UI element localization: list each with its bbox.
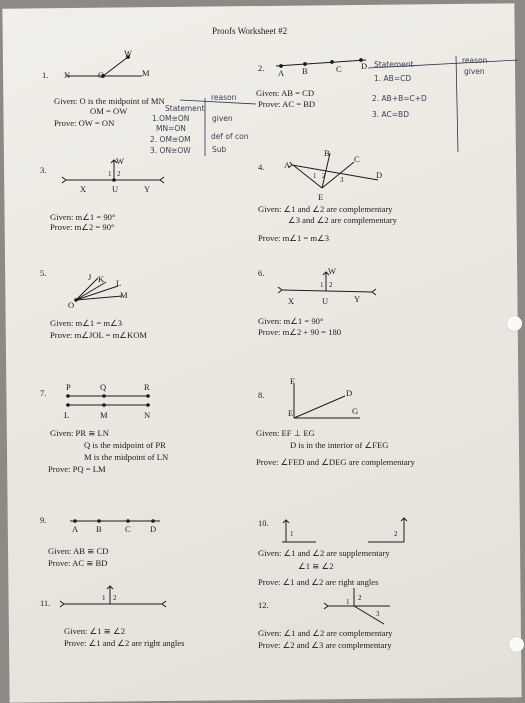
angle-label: 2 [322, 172, 326, 180]
given-text: Given: AB ≅ CD [48, 546, 109, 556]
given-text: Given: m∠1 = m∠3 [50, 318, 123, 328]
page-title: Proofs Worksheet #2 [212, 26, 288, 36]
hw-reason-header: reason [211, 93, 237, 102]
given-text: Given: ∠1 and ∠2 are complementary [258, 204, 393, 214]
prove-text: Prove: m∠JOL = m∠KOM [50, 330, 148, 340]
point-label: D [361, 61, 368, 71]
problem-number: 11. [40, 598, 51, 608]
hw-statement: 2. AB+B=C+D [372, 94, 427, 103]
prove-text: Prove: ∠FED and ∠DEG are complementary [256, 457, 415, 467]
point-label: D [376, 170, 383, 180]
point-label: B [302, 66, 308, 76]
point-label: W [116, 156, 125, 166]
prove-text: Prove: m∠2 + 90 = 180 [258, 327, 342, 337]
hw-statement: 1.OM≅ON [152, 114, 190, 123]
problem-number: 10. [258, 518, 269, 528]
given-text: Given: PR ≅ LN [50, 428, 110, 438]
prove-text: Prove: m∠2 = 90° [50, 222, 115, 232]
angle-label: 1 [346, 598, 350, 606]
point-label: A [284, 160, 291, 170]
point-label: O [68, 300, 75, 310]
hw-reason: given [464, 67, 485, 76]
angle-label: 2 [358, 594, 362, 602]
angle-label: 1 [320, 281, 324, 289]
problem-number: 12. [258, 600, 269, 610]
angle-label: 1 [102, 594, 106, 602]
angle-label: 1 [108, 170, 112, 178]
problem-number: 3. [40, 165, 47, 175]
point-label: P [66, 382, 71, 392]
angle-label: 2 [329, 281, 333, 289]
point-label: U [112, 184, 119, 194]
given-text: Given: EF ⊥ EG [256, 428, 315, 438]
point-label: B [324, 148, 330, 158]
point-label: G [352, 406, 359, 416]
hw-reason: given [212, 114, 233, 123]
problem-number: 7. [40, 388, 47, 398]
point-label: C [336, 64, 342, 74]
prove-text: Prove: ∠1 and ∠2 are right angles [64, 638, 185, 648]
problem-number: 1. [42, 70, 49, 80]
point-label: W [328, 266, 337, 276]
point-label: X [288, 296, 295, 306]
given-text: Given: ∠1 ≅ ∠2 [64, 626, 126, 636]
hw-statement: 3. AC=BD [372, 110, 409, 119]
point-label: Q [100, 382, 107, 392]
point-label: L [116, 278, 122, 288]
point-label: M [142, 68, 150, 78]
point-label: B [96, 524, 102, 534]
prove-text: Prove: ∠2 and ∠3 are complementary [258, 640, 392, 650]
prove-text: Prove: m∠1 = m∠3 [258, 233, 330, 243]
point-label: D [150, 524, 157, 534]
prove-text: Prove: AC ≅ BD [48, 558, 108, 568]
given-text: ∠3 and ∠2 are complementary [288, 215, 397, 225]
given-text: Given: ∠1 and ∠2 are complementary [258, 628, 393, 638]
point-label: M [100, 410, 108, 420]
point-label: O [98, 70, 105, 80]
angle-label: 2 [394, 530, 398, 538]
given-text: M is the midpoint of LN [84, 452, 169, 462]
hw-statement: 1. AB=CD [374, 74, 412, 83]
prove-text: Prove: AC = BD [258, 99, 316, 109]
given-text: OM = OW [90, 106, 128, 116]
point-label: C [354, 154, 360, 164]
hw-statement-header: Statement [165, 104, 205, 113]
point-label: Y [144, 184, 151, 194]
prove-text: Prove: PQ = LM [48, 464, 106, 474]
angle-label: 3 [376, 610, 380, 618]
point-label: E [318, 192, 324, 202]
angle-label: 1 [313, 172, 317, 180]
point-label: L [64, 410, 70, 420]
hw-statement: MN=ON [156, 124, 186, 133]
given-text: D is in the interior of ∠FEG [290, 440, 389, 450]
point-label: A [72, 524, 79, 534]
point-label: M [120, 290, 128, 300]
angle-label: 2 [113, 594, 117, 602]
problem-number: 6. [258, 268, 265, 278]
problem-number: 8. [258, 390, 265, 400]
problem-number: 2. [258, 63, 265, 73]
point-label: K [98, 274, 105, 284]
angle-label: 1 [290, 530, 294, 538]
hw-reason: Sub [212, 145, 227, 154]
point-label: Y [354, 294, 361, 304]
point-label: E [288, 408, 294, 418]
hw-statement: 2. OM≅OM [150, 135, 191, 144]
point-label: D [346, 388, 353, 398]
point-label: R [144, 382, 150, 392]
prove-text: Prove: OW = ON [54, 118, 115, 128]
given-text: Q is the midpoint of PR [84, 440, 166, 450]
point-label: N [144, 410, 151, 420]
given-text: Given: AB = CD [256, 88, 315, 98]
given-text: Given: m∠1 = 90° [50, 212, 116, 222]
problem-number: 9. [40, 515, 47, 525]
problem-number: 5. [40, 268, 47, 278]
given-text: Given: ∠1 and ∠2 are supplementary [258, 548, 390, 558]
point-label: N [64, 70, 71, 80]
hw-statement-header: Statement [374, 60, 414, 69]
point-label: C [125, 524, 131, 534]
hw-reason-header: reason [462, 56, 488, 65]
given-text: ∠1 ≅ ∠2 [298, 561, 334, 571]
hw-reason: def of con [211, 132, 249, 141]
given-text: Given: m∠1 = 90° [258, 316, 324, 326]
point-label: A [278, 68, 285, 78]
given-text: Given: O is the midpoint of MN [54, 96, 165, 106]
point-label: W [124, 48, 133, 58]
problem-number: 4. [258, 162, 265, 172]
point-label: J [88, 272, 92, 282]
point-label: U [322, 296, 329, 306]
point-label: F [290, 376, 295, 386]
point-label: X [80, 184, 87, 194]
angle-label: 3 [340, 176, 344, 184]
prove-text: Prove: ∠1 and ∠2 are right angles [258, 577, 379, 587]
angle-label: 2 [117, 170, 121, 178]
hw-statement: 3. ON≅OW [150, 146, 191, 155]
